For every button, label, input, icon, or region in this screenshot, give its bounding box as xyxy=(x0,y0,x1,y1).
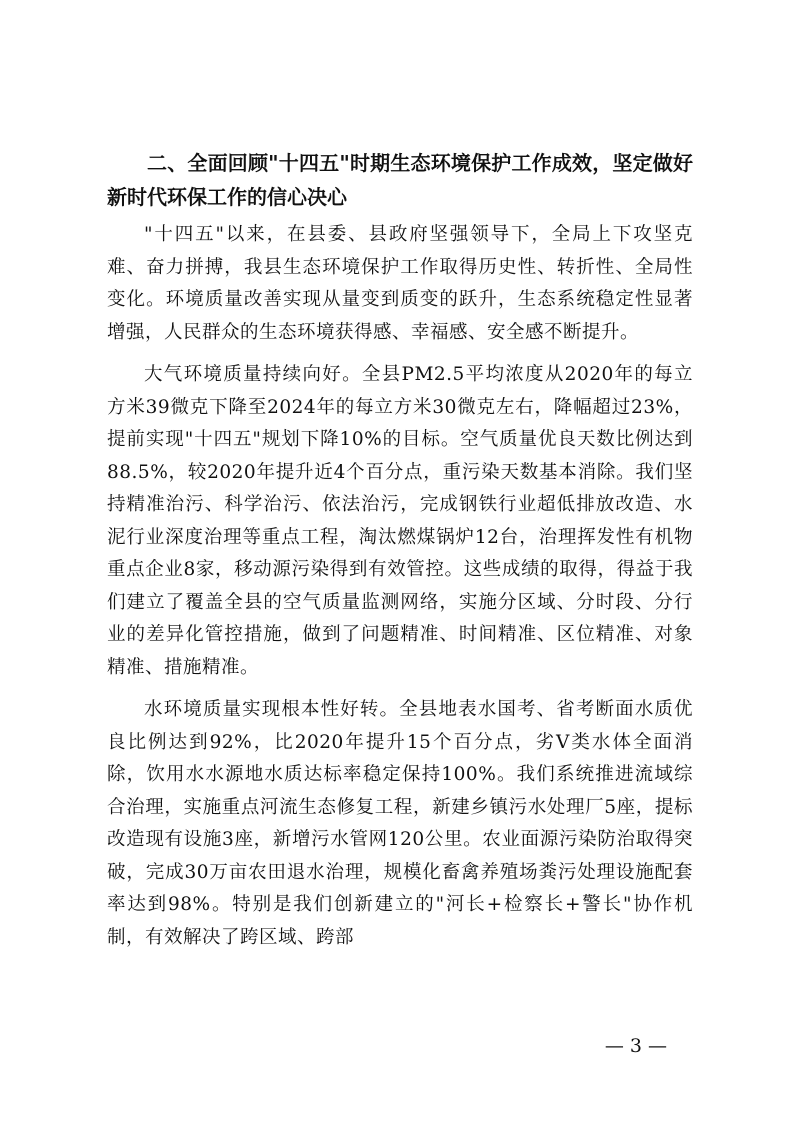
paragraph-air-quality: 大气环境质量持续向好。全县PM2.5平均浓度从2020年的每立方米39微克下降至2024年的每立方米30微克左右，降幅超过23%，提前实现"十四五"规划下降10%的目标。空气质量优良天数比例达到88.5%，较2020年提升近4个百分点，重污染天数基本消除。我们坚持精准治污、科学治污、依法治污，完成钢铁行业超低排放改造、水泥行业深度治理等重点工程，淘汰燃煤锅炉12台，治理挥发性有机物重点企业8家，移动源污染得到有效管控。这些成绩的取得，得益于我们建立了覆盖全县的空气质量监测网络，实施分区域、分时段、分行业的差异化管控措施，做到了问题精准、时间精准、区位精准、对象精准、措施精准。 xyxy=(107,364,693,678)
page-content xyxy=(107,146,693,954)
page-number: — 3 — xyxy=(604,1035,667,1057)
paragraph-overview: "十四五"以来，在县委、县政府坚强领导下，全局上下攻坚克难、奋力拼搏，我县生态环境保护工作取得历史性、转折性、全局性变化。环境质量改善实现从量变到质变的跃升，生态系统稳定性显著增强，人民群众的生态环境获得感、幸福感、安全感不断提升。 xyxy=(107,224,693,343)
paragraph-water-quality: 水环境质量实现根本性好转。全县地表水国考、省考断面水质优良比例达到92%，比2020年提升15个百分点，劣Ⅴ类水体全面消除，饮用水水源地水质达标率稳定保持100%。我们系统推进流域综合治理，实施重点河流生态修复工程，新建乡镇污水处理厂5座，提标改造现有设施3座，新增污水管网120公里。农业面源污染防治取得突破，完成30万亩农田退水治理，规模化畜禽养殖场粪污处理设施配套率达到98%。特别是我们创新建立的"河长+检察长+警长"协作机制，有效解决了跨区域、跨部 xyxy=(107,699,693,948)
section-heading: 二、全面回顾"十四五"时期生态环境保护工作成效，坚定做好新时代环保工作的信心决心 xyxy=(107,151,693,209)
